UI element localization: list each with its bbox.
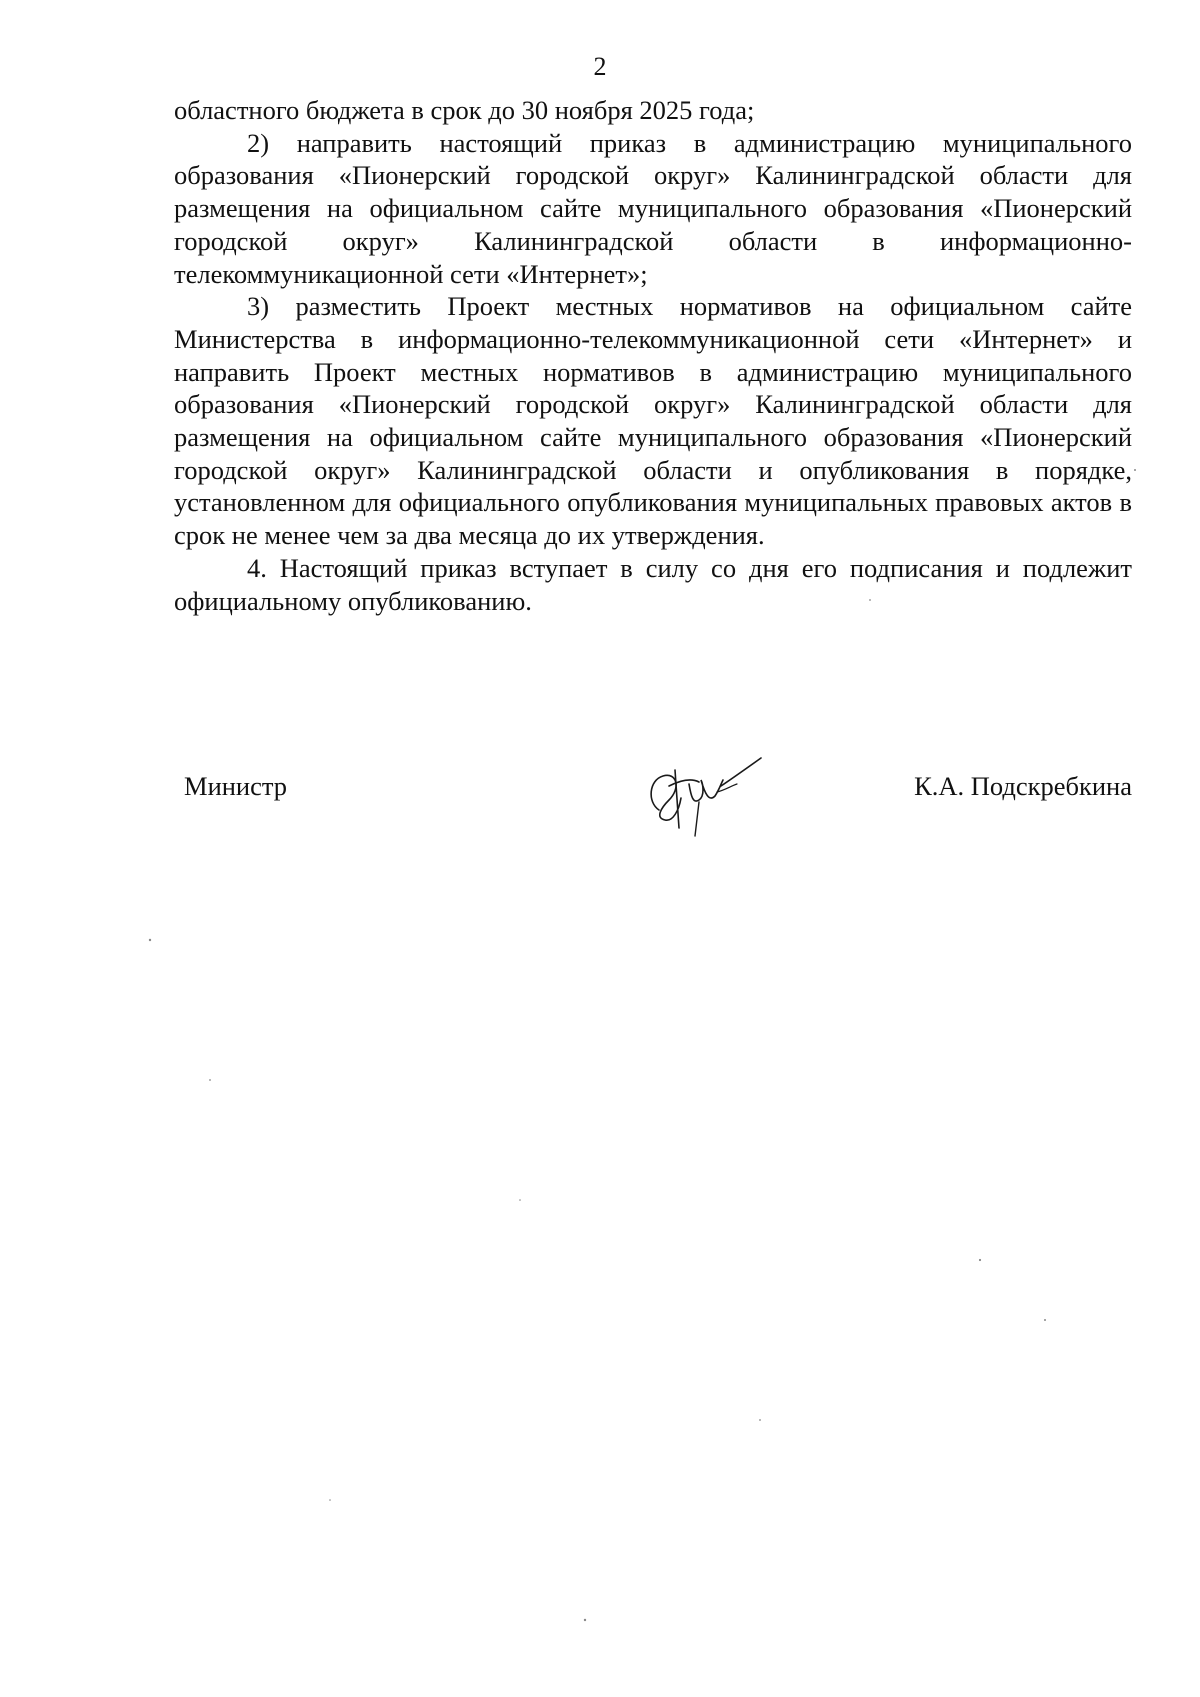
handwritten-signature: [629, 740, 769, 850]
page-number: 2: [593, 52, 607, 81]
signatory-name: К.А. Подскребкина: [914, 771, 1132, 801]
document-body: [174, 94, 1132, 617]
paragraph-item-2: 2) направить настоящий приказ в администрацию муниципального образования «Пионерский городской округ» Калининградской области для размещения на официальном сайте муниципального образования «Пионерский городской округ» Калининградской области в информационно-телекоммуникационной сети «Интернет»;: [174, 127, 1132, 289]
paragraph-budget-deadline: областного бюджета в срок до 30 ноября 2025 года;: [174, 95, 755, 125]
paragraph-item-4: 4. Настоящий приказ вступает в силу со дня его подписания и подлежит официальному опубликованию.: [174, 552, 1132, 616]
paragraph-item-3: 3) разместить Проект местных нормативов на официальном сайте Министерства в информационно-телекоммуникационной сети «Интернет» и направить Проект местных нормативов в администрацию муниципального образования «Пионерский городской округ» Калининградской области для размещения на официальном сайте муниципального образования «Пионерский городской округ» Калининградской области и опубликования в порядке, установленном для официального опубликования муниципальных правовых актов в срок не менее чем за два месяца до их утверждения.: [174, 291, 1132, 551]
signatory-position: Министр: [184, 771, 288, 801]
signature-block: [174, 770, 1132, 810]
